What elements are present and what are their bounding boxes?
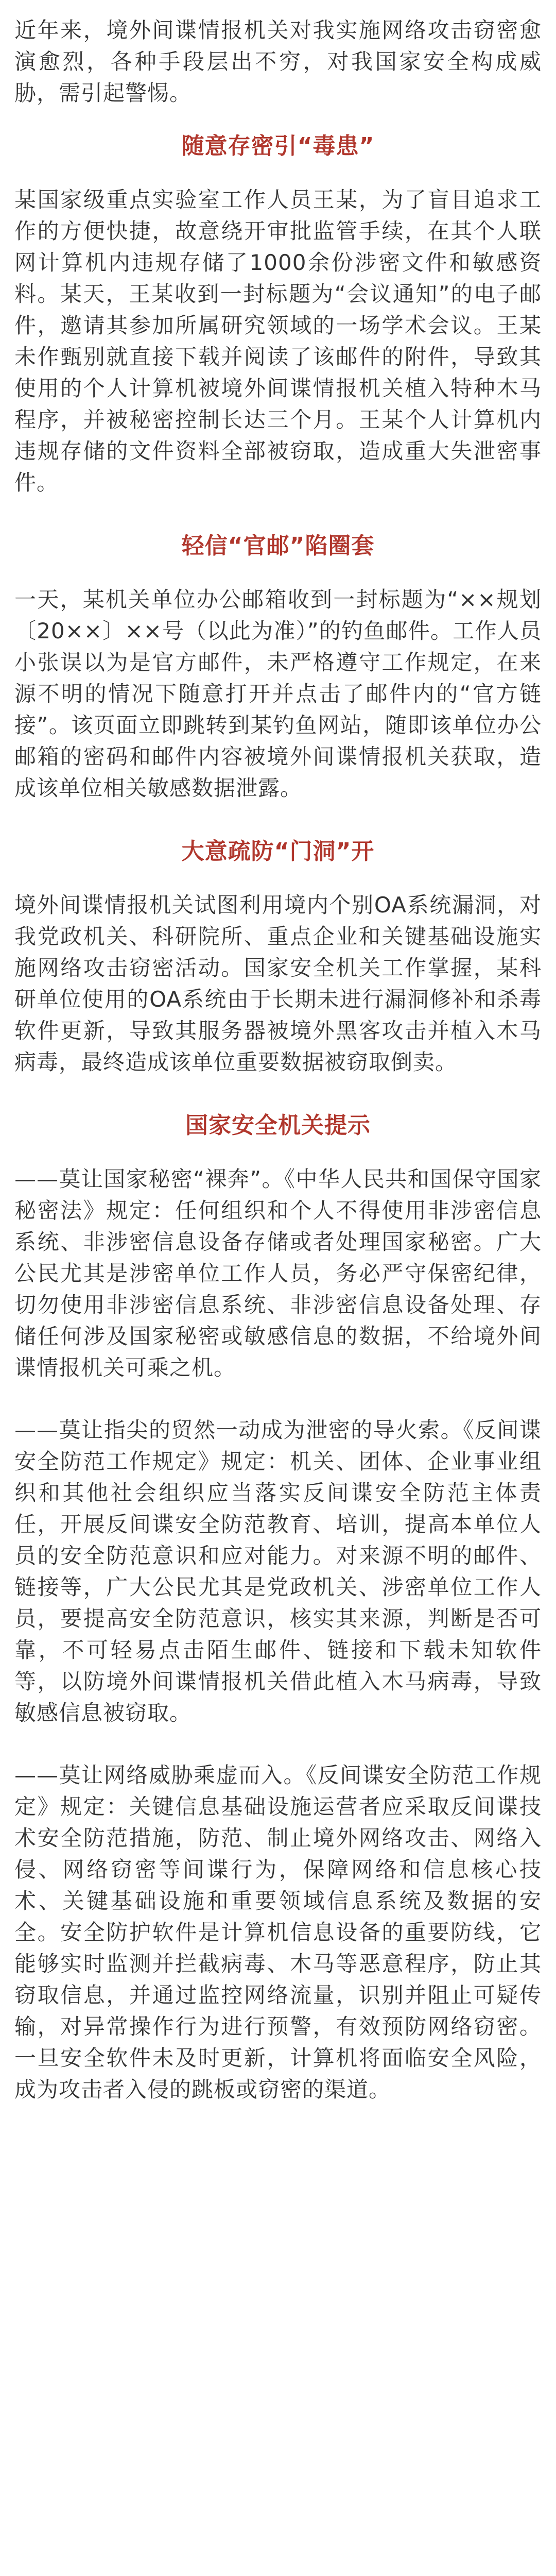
section-1-heading-wrap (14, 129, 542, 163)
tip-2-paragraph: ——莫让指尖的贸然一动成为泄密的导火索。《反间谍安全防范工作规定》规定：机关、团体、企业事业组织和其他社会组织应当落实反间谍安全防范主体责任，开展反间谍安全防范教育、培训，提高本单位人员的安全防范意识和应对能力。对来源不明的邮件、链接等，广大公民尤其是党政机关、涉密单位工作人员，要提高安全防范意识，核实其来源，判断是否可靠，不可轻易点击陌生邮件、链接和下载未知软件等，以防境外间谍情报机关借此植入木马病毒，导致敏感信息被窃取。 (14, 1417, 542, 1725)
section-2-heading: 轻信“官邮”陷圈套 (181, 533, 375, 559)
section-4-heading: 国家安全机关提示 (185, 1112, 371, 1139)
section-2-paragraph: 一天，某机关单位办公邮箱收到一封标题为“××规划〔20××〕××号（以此为准）”的钓鱼邮件。工作人员小张误以为是官方邮件，未严格遵守工作规定，在来源不明的情况下随意打开并点击了邮件内的“官方链接”。该页面立即跳转到某钓鱼网站，随即该单位办公邮箱的密码和邮件内容被境外间谍情报机关获取，造成该单位相关敏感数据泄露。 (14, 587, 542, 801)
section-4-heading-wrap (14, 1109, 542, 1143)
section-1-heading: 随意存密引“毒患” (181, 133, 375, 159)
intro-paragraph: 近年来，境外间谍情报机关对我实施网络攻击窃密愈演愈烈，各种手段层出不穷，对我国家安全构成威胁，需引起警惕。 (14, 18, 542, 106)
tip-1-paragraph: ——莫让国家秘密“裸奔”。《中华人民共和国保守国家秘密法》规定：任何组织和个人不得使用非涉密信息系统、非涉密信息设备存储或者处理国家秘密。广大公民尤其是涉密单位工作人员，务必严守保密纪律，切勿使用非涉密信息系统、非涉密信息设备处理、存储任何涉及国家秘密或敏感信息的数据，不给境外间谍情报机关可乘之机。 (14, 1166, 542, 1380)
section-3-paragraph: 境外间谍情报机关试图利用境内个别OA系统漏洞，对我党政机关、科研院所、重点企业和关键基础设施实施网络攻击窃密活动。国家安全机关工作掌握，某科研单位使用的OA系统由于长期未进行漏洞修补和杀毒软件更新，导致其服务器被境外黑客攻击并植入木马病毒，最终造成该单位重要数据被窃取倒卖。 (14, 892, 542, 1075)
tip-3-paragraph: ——莫让网络威胁乘虚而入。《反间谍安全防范工作规定》规定：关键信息基础设施运营者应采取反间谍技术安全防范措施，防范、制止境外网络攻击、网络入侵、网络窃密等间谍行为，保障网络和信息核心技术、关键基础设施和重要领域信息系统及数据的安全。安全防护软件是计算机信息设备的重要防线，它能够实时监测并拦截病毒、木马等恶意程序，防止其窃取信息，并通过监控网络流量，识别并阻止可疑传输，对异常操作行为进行预警，有效预防网络窃密。一旦安全软件未及时更新，计算机将面临安全风险，成为攻击者入侵的跳板或窃密的渠道。 (14, 1762, 542, 2102)
section-3-heading: 大意疏防“门洞”开 (181, 838, 375, 865)
section-2-heading-wrap (14, 529, 542, 563)
section-3-heading-wrap (14, 835, 542, 869)
section-1-paragraph: 某国家级重点实验室工作人员王某，为了盲目追求工作的方便快捷，故意绕开审批监管手续，在其个人联网计算机内违规存储了1000余份涉密文件和敏感资料。某天，王某收到一封标题为“会议通知”的电子邮件，邀请其参加所属研究领域的一场学术会议。王某未作甄别就直接下载并阅读了该邮件的附件，导致其使用的个人计算机被境外间谍情报机关植入特种木马程序，并被秘密控制长达三个月。王某个人计算机内违规存储的文件资料全部被窃取，造成重大失泄密事件。 (14, 187, 542, 495)
